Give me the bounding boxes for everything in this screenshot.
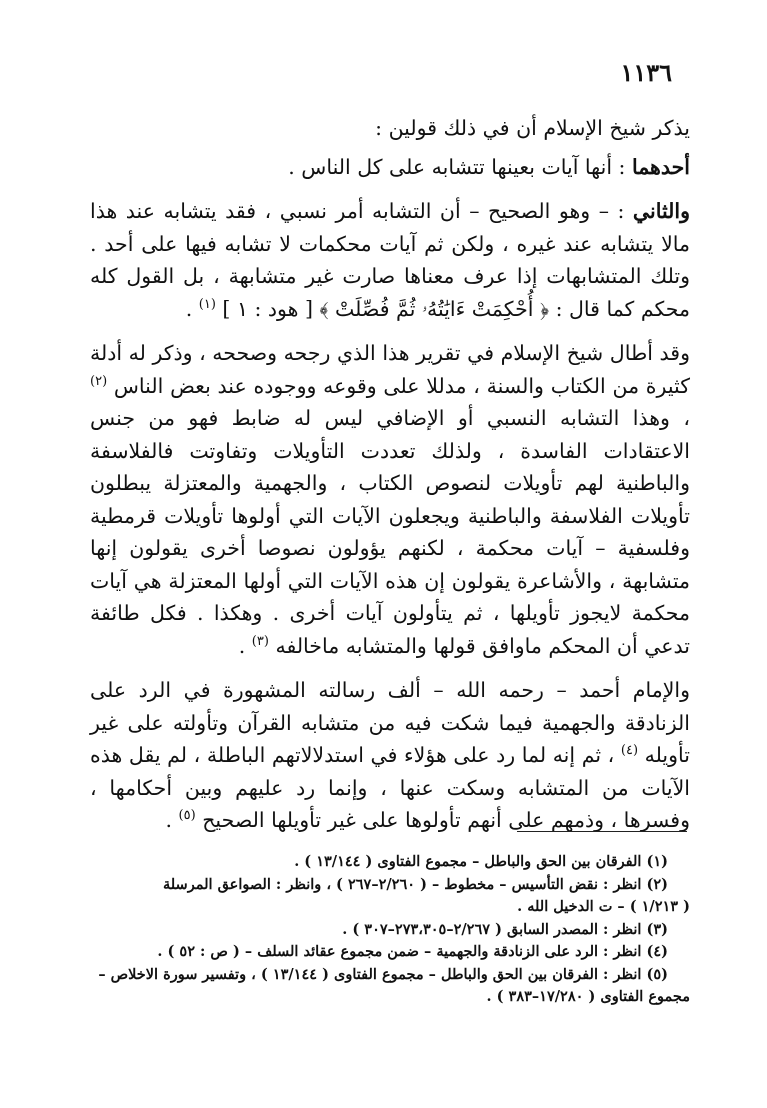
first-text: : أنها آيات بعينها تتشابه على كل الناس . <box>288 154 632 179</box>
footnote-5: (٥) انظر : الفرقان بين الحق والباطل – مجموع الفتاوى ( ١٣/١٤٤ ) ، وتفسير سورة الاخلاص – <box>98 965 668 983</box>
second-end: . <box>185 296 199 321</box>
footnote-1: (١) الفرقان بين الحق والباطل – مجموع الفتاوى ( ١٣/١٤٤ ) . <box>294 853 668 870</box>
second-text: : – وهو الصحيح – أن التشابه أمر نسبي ، فقد يتشابه عند هذا مالا يتشابه عند غيره ، ولكن ثم آيات محكمات لا تشابه فيها على أحد . وتلك المتشابهات إذا عرف معناها صارت غير متشابهة ، بل القول كله محكم كما قال : ﴿ أُحْكِمَتْ ءَايَٰتُهُۥ ثُمَّ فُصِّلَتْ ﴾ [ هود : ١ ] <box>90 199 690 321</box>
footnote-3: (٣) انظر : المصدر السابق ( ٢/٢٦٧–٢٧٣،٣٠٥–٣٠٧ ) . <box>342 920 668 938</box>
footnote-ref-4: (٤) <box>620 743 639 759</box>
para3-text: وقد أطال شيخ الإسلام في تقرير هذا الذي رجحه وصححه ، وذكر له أدلة كثيرة من الكتاب والسنة ، مدللا على وقوعه ووجوده عند بعض الناس <box>90 341 690 398</box>
footnote-4: (٤) انظر : الرد على الزنادقة والجهمية – ضمن مجموع عقائد السلف – ( ص : ٥٢ ) . <box>157 943 668 960</box>
footnote-ref-3: (٣) <box>251 633 269 649</box>
para3-end: . <box>238 633 252 658</box>
paragraph-3 <box>90 337 690 662</box>
footnote-ref-1: (١) <box>198 296 216 312</box>
footnote-2-continued: ( ١/٢١٣ ) – ت الدخيل الله . <box>517 898 690 915</box>
second-label: والثاني <box>632 199 690 223</box>
para3-text-2: ، وهذا التشابه النسبي أو الإضافي ليس له ضابط فهو من جنس الاعتقادات الفاسدة ، ولذلك تعددت التأويلات وتفاوتت فالفلاسفة والباطنية لهم تأويلات لنصوص الكتاب ، والجهمية والمعتزلة يبطلون تأويلات الفلاسفة والباطنية ويجعلون الآيات التي أولوها تأويلات قرمطية وفلسفية – آيات محكمة ، لكنهم يؤولون نصوصا أخرى يقولون إنها متشابهة ، والأشاعرة يقولون إن هذه الآيات التي أولها المعتزلة هي آيات محكمة لايجوز تأويلها ، ثم يتأولون آيات أخرى . وهكذا . فكل طائفة تدعي أن المحكم ماوافق قولها والمتشابه ماخالفه <box>90 406 690 658</box>
intro-line <box>90 112 690 145</box>
footnotes <box>80 851 690 1009</box>
first-opinion <box>90 151 690 184</box>
first-label: أحدهما <box>631 154 690 179</box>
para4-text: والإمام أحمد – رحمه الله – ألف رسالته المشهورة في الرد على الزنادقة والجهمية فيما شكت فيه من متشابه القرآن وتأولته على غير تأويله <box>90 678 690 767</box>
footnote-ref-5: (٥) <box>178 808 196 824</box>
footnote-2: (٢) انظر : نقض التأسيس – مخطوط – ( ٢/٢٦٠–٢٦٧ ) ، وانظر : الصواعق المرسلة <box>162 875 668 893</box>
intro-text: يذكر شيخ الإسلام أن في ذلك قولين : <box>375 116 690 140</box>
footnote-divider <box>517 831 687 832</box>
page-number: ١١٣٦ <box>620 58 672 87</box>
second-opinion <box>90 195 690 325</box>
footnote-ref-2: (٢) <box>90 373 108 389</box>
para4-end: . <box>165 808 179 832</box>
para4-text-2: ، ثم إنه لما رد على هؤلاء في استدلالاتهم الباطلة ، لم يقل هذه الآيات من المتشابه وسكت عنها ، وإنما رد عليهم وبين أحكامها ، وفسرها ، وذمهم على أنهم تأولوها على غير تأويلها الصحيح <box>90 743 690 832</box>
footnote-5-continued: مجموع الفتاوى ( ١٧/٢٨٠–٣٨٣ ) . <box>486 988 690 1005</box>
paragraph-4 <box>90 674 690 837</box>
main-text <box>90 112 690 837</box>
